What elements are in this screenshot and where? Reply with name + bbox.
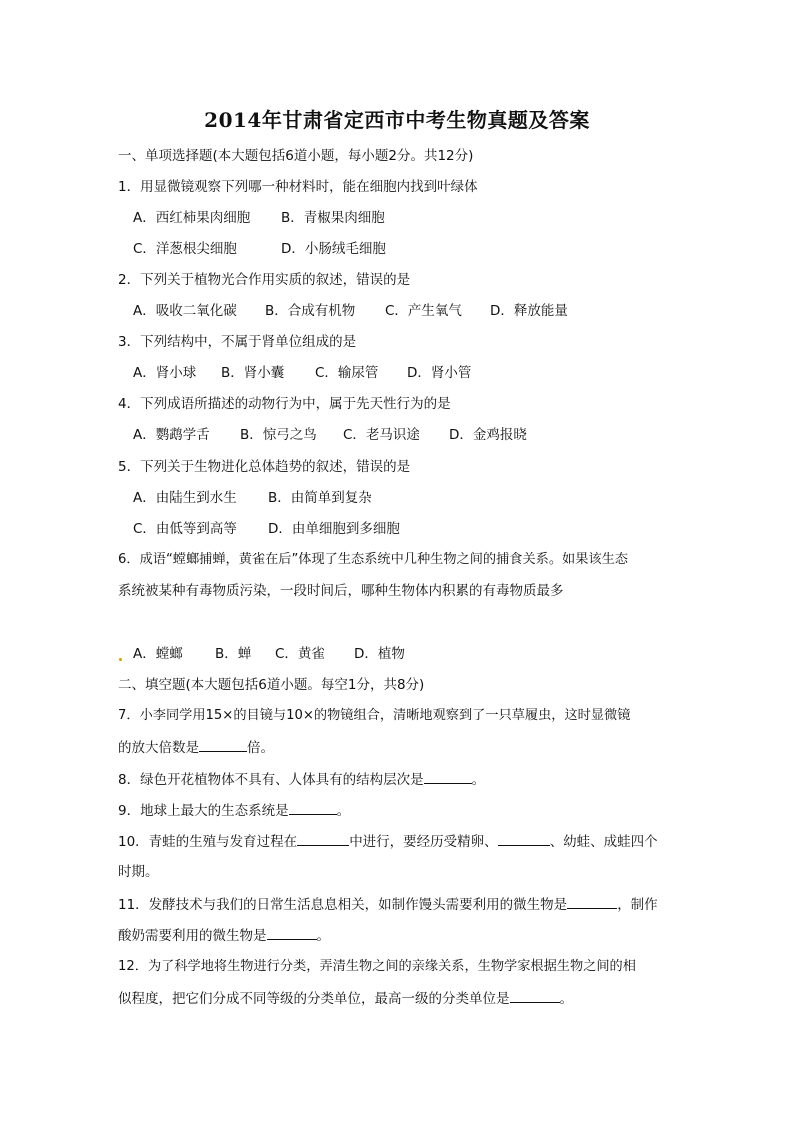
question-5-option-b: B．由简单到复杂 (268, 490, 372, 506)
question-1-stem: 1．用显微镜观察下列哪一种材料时，能在细胞内找到叶绿体 (118, 179, 478, 195)
question-6-option-b: B．蝉 (215, 646, 252, 662)
answer-blank[interactable] (510, 989, 560, 1003)
question-2-option-b: B．合成有机物 (265, 303, 356, 319)
section-heading-fill: 二、填空题(本大题包括6道小题。每空1分，共8分) (118, 677, 425, 693)
question-3-option-d: D．肾小管 (407, 365, 472, 381)
question-7-text-b: 倍。 (247, 740, 274, 756)
question-10-text-a: 10．青蛙的生殖与发育过程在 (118, 834, 298, 850)
question-7-text-a: 的放大倍数是 (118, 740, 199, 756)
question-2-option-a: A．吸收二氧化碳 (133, 303, 237, 319)
question-4-option-c: C．老马识途 (343, 427, 420, 443)
question-10-line1 (118, 832, 658, 851)
answer-blank[interactable] (297, 832, 349, 846)
question-4-stem: 4．下列成语所描述的动物行为中，属于先天性行为的是 (118, 396, 451, 412)
question-1-option-a: A．西红柿果肉细胞 (133, 210, 251, 226)
question-7-line2 (118, 738, 274, 757)
question-3-stem: 3．下列结构中，不属于肾单位组成的是 (118, 334, 357, 350)
question-4-option-d: D．金鸡报晓 (449, 427, 527, 443)
answer-blank[interactable] (267, 926, 317, 940)
question-4-option-b: B．惊弓之鸟 (240, 427, 317, 443)
question-1-option-c: C．洋葱根尖细胞 (133, 241, 237, 257)
question-2-option-d: D．释放能量 (490, 303, 568, 319)
question-2-option-c: C．产生氧气 (385, 303, 462, 319)
question-12-text-a: 似程度，把它们分成不同等级的分类单位，最高一级的分类单位是 (118, 991, 510, 1007)
question-1-option-d: D．小肠绒毛细胞 (281, 241, 386, 257)
question-3-option-c: C．输尿管 (315, 365, 379, 381)
question-11-text-a: 11．发酵技术与我们的日常生活息息相关，如制作馒头需要利用的微生物是 (118, 897, 568, 913)
answer-blank[interactable] (199, 738, 247, 752)
question-12-text-b: 。 (559, 991, 573, 1007)
answer-blank[interactable] (567, 895, 617, 909)
question-5-option-a: A．由陆生到水生 (133, 490, 237, 506)
question-7-line1: 7．小李同学用15×的目镜与10×的物镜组合，清晰地观察到了一只草履虫，这时显微镜 (118, 708, 631, 723)
question-10-text-c: 、幼蛙、成蛙四个 (549, 834, 658, 850)
question-8-text-a: 8．绿色开花植物体不具有、人体具有的结构层次是 (118, 772, 424, 788)
question-12-line1: 12．为了科学地将生物进行分类，弄清生物之间的亲缘关系，生物学家根据生物之间的相 (118, 959, 636, 974)
answer-blank[interactable] (289, 801, 337, 815)
question-11-text-b: ，制作 (617, 897, 658, 913)
question-10-line2: 时期。 (118, 864, 159, 880)
question-2-stem: 2．下列关于植物光合作用实质的叙述，错误的是 (118, 272, 411, 288)
answer-blank[interactable] (424, 770, 472, 784)
answer-blank[interactable] (498, 832, 550, 846)
question-12-line2 (118, 989, 573, 1008)
question-5-stem: 5．下列关于生物进化总体趋势的叙述，错误的是 (118, 459, 411, 475)
page-title: 2014年甘肃省定西市中考生物真题及答案 (204, 108, 590, 132)
question-8-text-b: 。 (471, 772, 486, 788)
question-6-option-a: A．螳螂 (133, 646, 183, 662)
question-10-text-b: 中进行，要经历受精卵、 (349, 834, 498, 850)
question-11-line1 (118, 895, 658, 914)
question-9 (118, 801, 350, 820)
question-6-stem-line2: 系统被某种有毒物质污染，一段时间后，哪种生物体内积累的有毒物质最多 (118, 583, 564, 599)
question-6-stem-line1: 6．成语“螳螂捕蝉，黄雀在后”体现了生态系统中几种生物之间的捕食关系。如果该生态 (118, 552, 628, 567)
question-4-option-a: A．鹦鹉学舌 (133, 427, 210, 443)
bullet-dot-mark (119, 658, 122, 661)
question-9-text-b: 。 (336, 803, 351, 819)
question-11-text-c: 酸奶需要利用的微生物是 (118, 928, 267, 944)
question-5-option-c: C．由低等到高等 (133, 521, 237, 537)
question-5-option-d: D．由单细胞到多细胞 (268, 521, 400, 537)
question-11-text-d: 。 (316, 928, 330, 944)
question-8 (118, 770, 485, 789)
question-9-text-a: 9．地球上最大的生态系统是 (118, 803, 289, 819)
question-3-option-b: B．肾小囊 (221, 365, 285, 381)
question-6-option-d: D．植物 (354, 646, 405, 662)
question-11-line2 (118, 926, 330, 945)
question-6-option-c: C．黄雀 (275, 646, 325, 662)
question-1-option-b: B．青椒果肉细胞 (281, 210, 385, 226)
section-heading-choice: 一、单项选择题(本大题包括6道小题，每小题2分。共12分) (118, 148, 474, 164)
question-3-option-a: A．肾小球 (133, 365, 197, 381)
